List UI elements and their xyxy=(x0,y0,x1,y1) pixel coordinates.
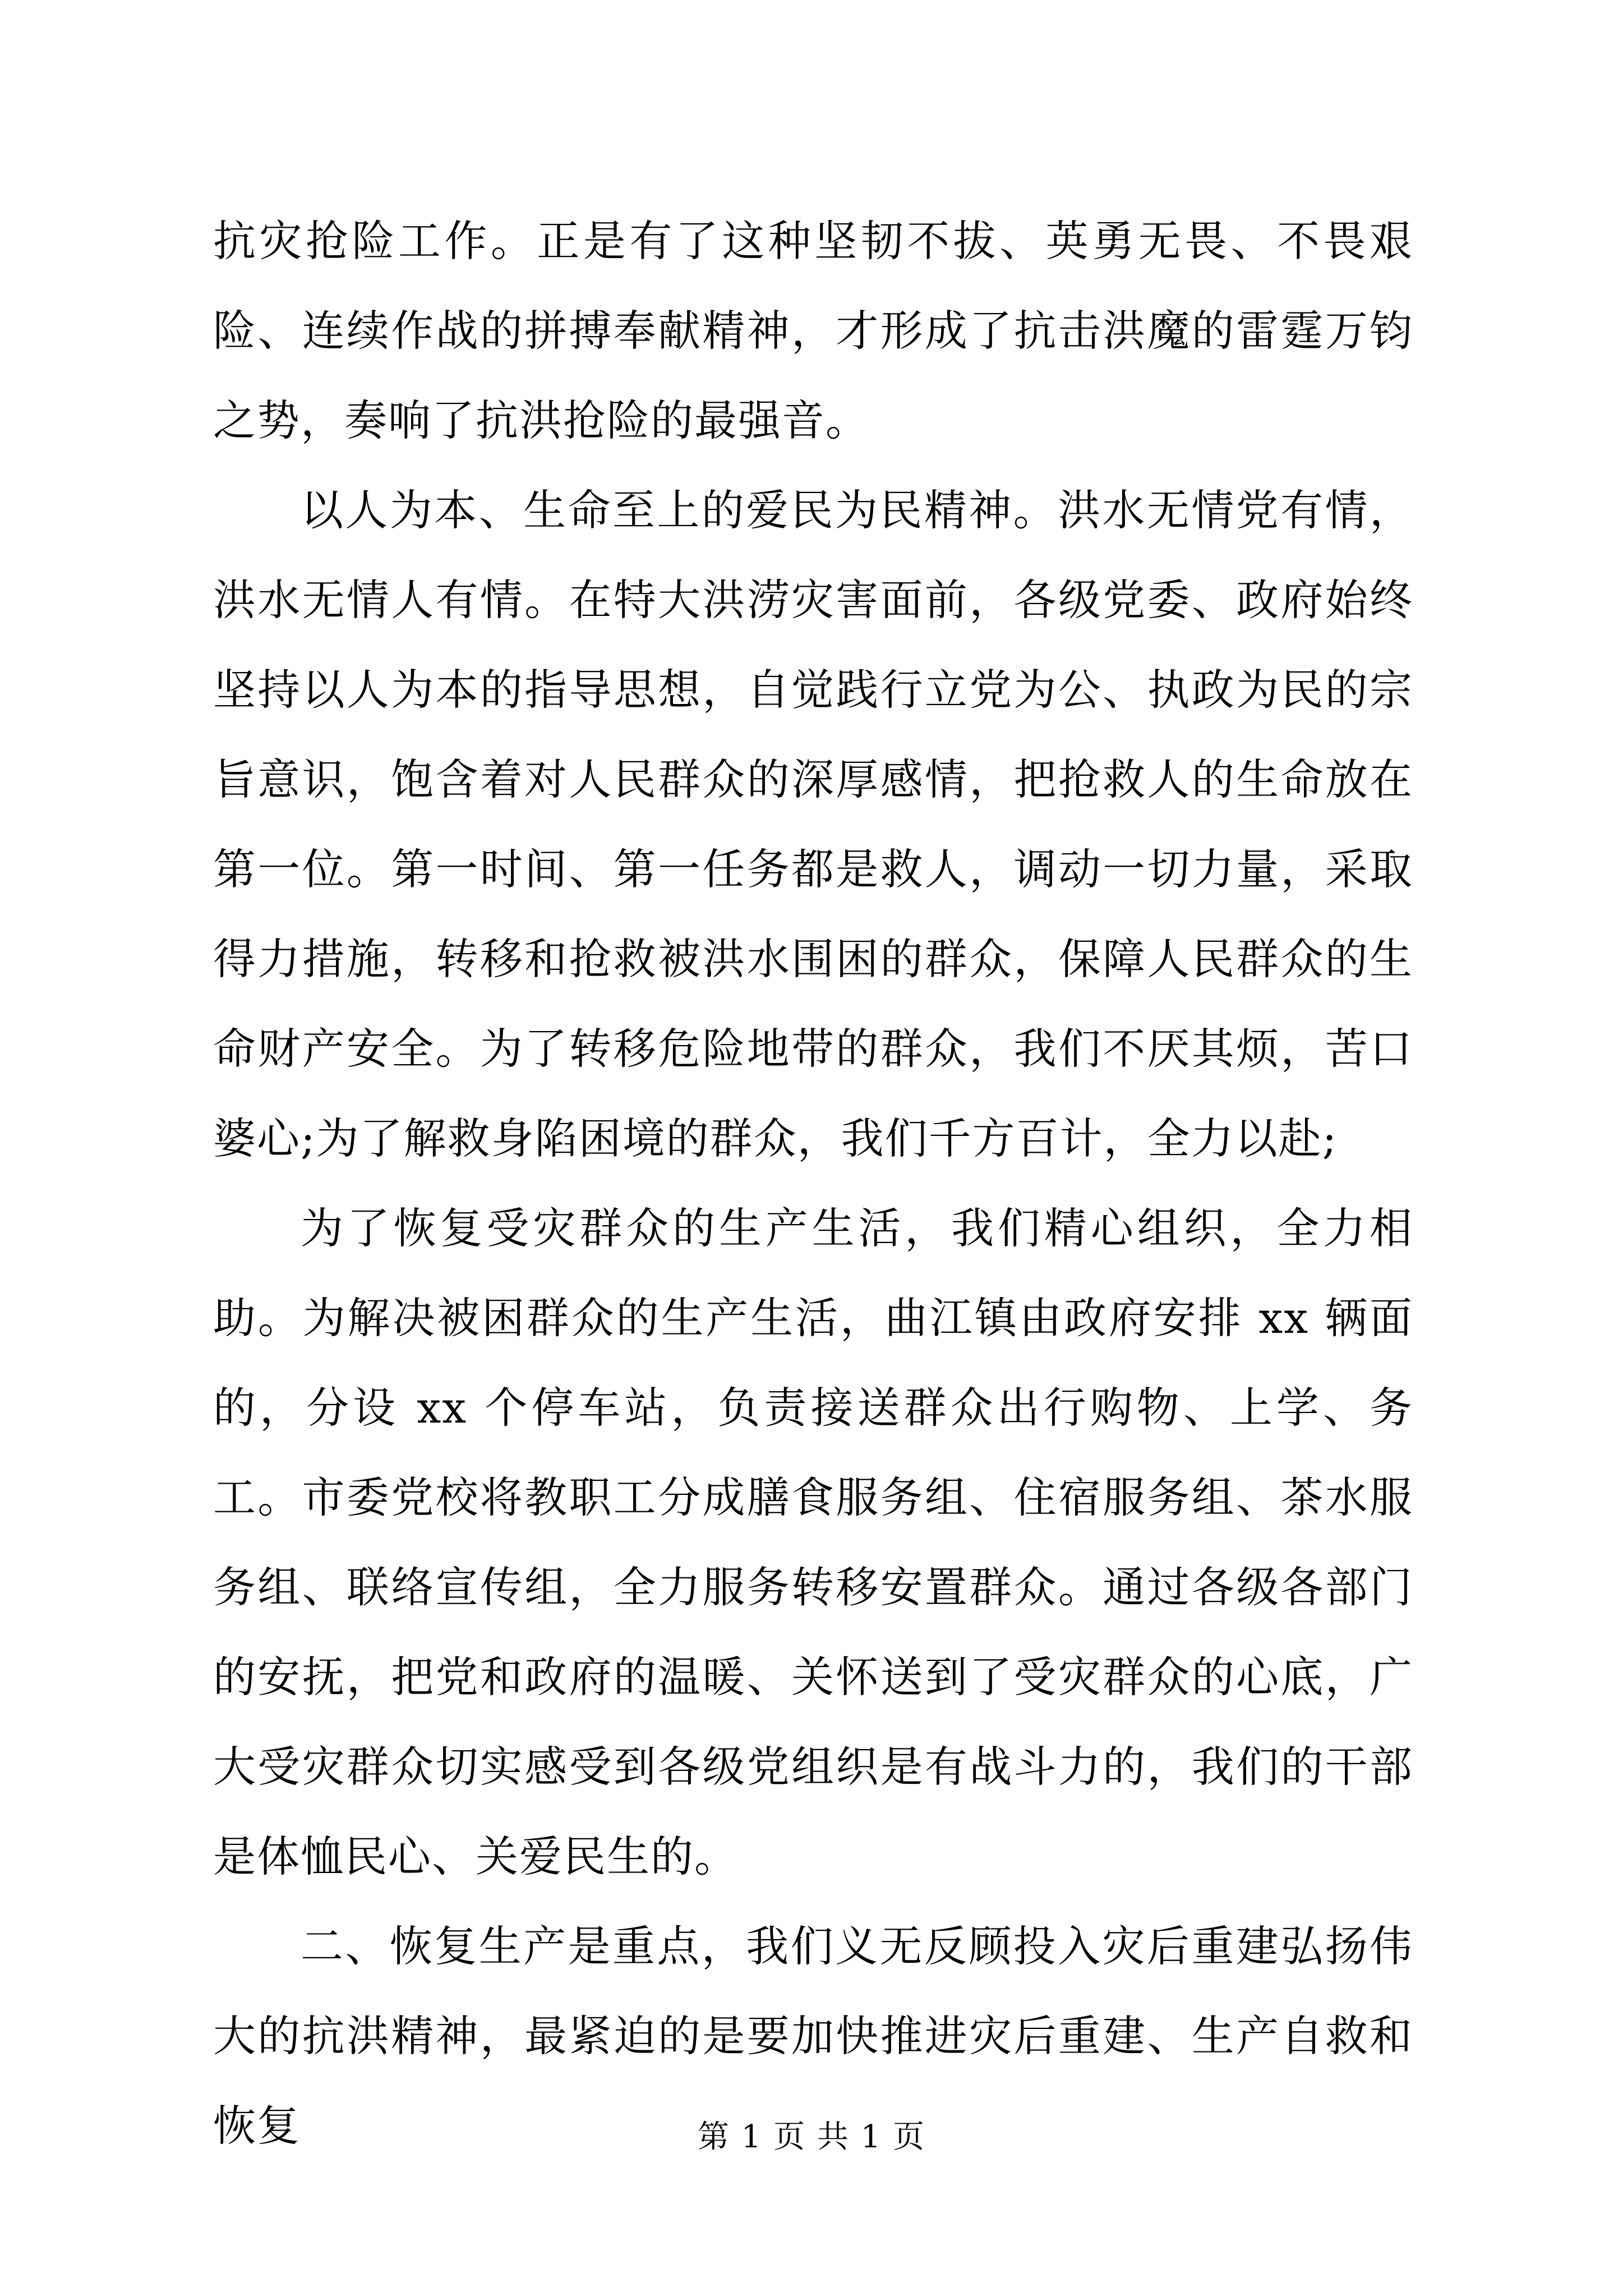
paragraph-3: 为了恢复受灾群众的生产生活，我们精心组织，全力相助。为解决被困群众的生产生活，曲江镇由政府安排 xx 辆面的，分设 xx 个停车站，负责接送群众出行购物、上学、务工。市委党校将教职工分成膳食服务组、住宿服务组、茶水服务组、联络宣传组，全力服务转移安置群众。通过各级各部门的安抚，把党和政府的温暖、关怀送到了受灾群众的心底，广大受灾群众切实感受到各级党组织是有战斗力的，我们的干部是体恤民心、关爱民生的。 xyxy=(213,1203,1413,1881)
paragraph-2: 以人为本、生命至上的爱民为民精神。洪水无情党有情，洪水无情人有情。在特大洪涝灾害面前，各级党委、政府始终坚持以人为本的指导思想，自觉践行立党为公、执政为民的宗旨意识，饱含着对人民群众的深厚感情，把抢救人的生命放在第一位。第一时间、第一任务都是救人，调动一切力量，采取得力措施，转移和抢救被洪水围困的群众，保障人民群众的生命财产安全。为了转移危险地带的群众，我们不厌其烦，苦口婆心;为了解救身陷困境的群众，我们千方百计，全力以赴; xyxy=(213,485,1413,1163)
page-footer: 第 1 页 共 1 页 xyxy=(697,2119,926,2155)
paragraph-4: 二、恢复生产是重点，我们义无反顾投入灾后重建弘扬伟大的抗洪精神，最紧迫的是要加快推进灾后重建、生产自救和恢复 xyxy=(213,1921,1413,2151)
paragraph-1: 抗灾抢险工作。正是有了这种坚韧不拔、英勇无畏、不畏艰险、连续作战的拼搏奉献精神，才形成了抗击洪魔的雷霆万钧之势，奏响了抗洪抢险的最强音。 xyxy=(213,216,1413,445)
document-body xyxy=(213,196,1413,2171)
